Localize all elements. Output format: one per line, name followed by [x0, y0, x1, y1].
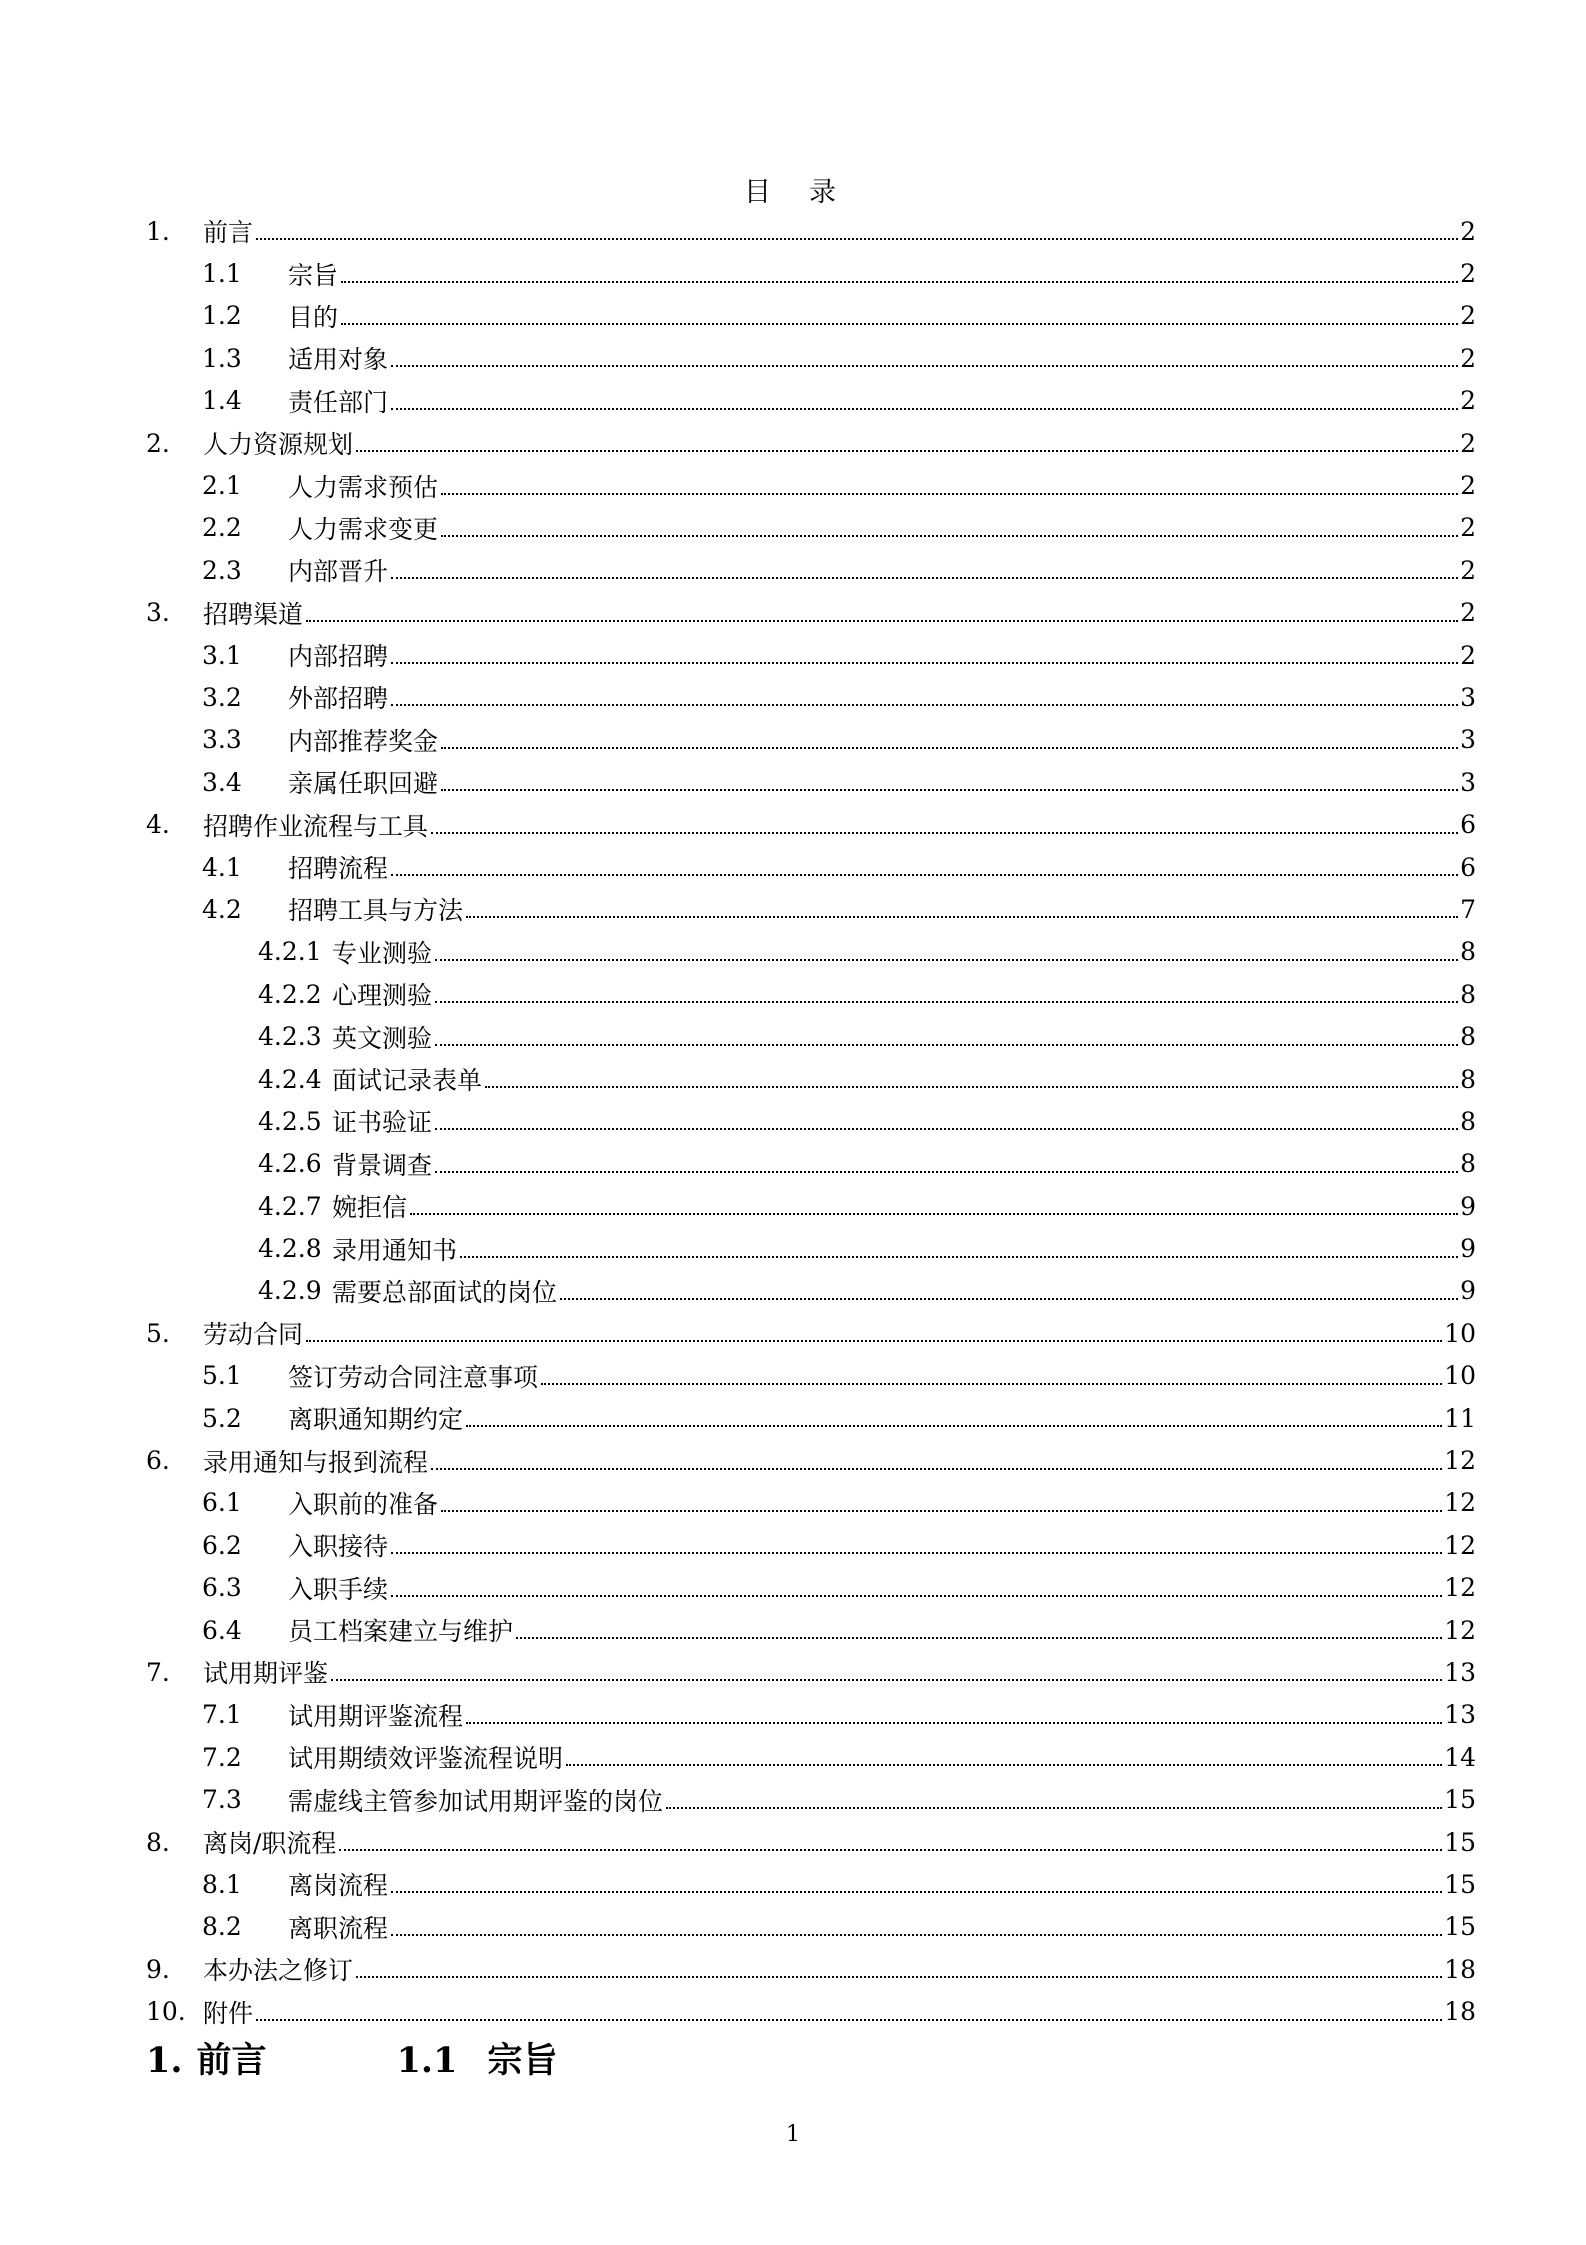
- toc-entry-page: 8: [1460, 1149, 1476, 1179]
- toc-entry-number: 8.2: [202, 1912, 242, 1942]
- toc-entry-page: 2: [1460, 640, 1476, 670]
- toc-entry[interactable]: [146, 380, 1476, 422]
- toc-entry-number: 3.4: [202, 767, 242, 797]
- toc-entry-label: 人力资源规划: [203, 430, 354, 460]
- toc-entry-label: 英文测验: [332, 1023, 433, 1053]
- toc-entry-page: 13: [1444, 1657, 1476, 1687]
- toc-entry-number: 4.2.9: [258, 1276, 322, 1306]
- toc-entry[interactable]: [146, 634, 1476, 676]
- toc-entry[interactable]: [146, 1524, 1476, 1566]
- toc-entry[interactable]: [146, 761, 1476, 803]
- toc-entry[interactable]: [146, 931, 1476, 973]
- toc-entry-number: 9.: [146, 1954, 170, 1984]
- toc-entry[interactable]: [146, 464, 1476, 506]
- toc-entry-label: 签订劳动合同注意事项: [288, 1362, 539, 1392]
- toc-entry-number: 2.1: [202, 471, 242, 501]
- toc-entry-number: 4.2.2: [258, 979, 322, 1009]
- toc-entry-label: 离岗/职流程: [203, 1829, 337, 1859]
- toc-entry-page: 2: [1460, 343, 1476, 373]
- toc-entry-page: 15: [1444, 1912, 1476, 1942]
- dot-leader: [391, 1595, 1442, 1597]
- toc-entry-page: 11: [1444, 1403, 1476, 1433]
- toc-entry-page: 2: [1460, 386, 1476, 416]
- section-heading: [146, 2033, 557, 2083]
- toc-entry-number: 3.3: [202, 725, 242, 755]
- toc-entry-number: 5.2: [202, 1403, 242, 1433]
- toc-entry-number: 2.: [146, 428, 170, 458]
- toc-entry-page: 14: [1444, 1742, 1476, 1772]
- toc-entry-page: 8: [1460, 1022, 1476, 1052]
- toc-entry-label: 本办法之修订: [203, 1956, 354, 1986]
- toc-entry[interactable]: [146, 1355, 1476, 1397]
- table-of-contents: [146, 210, 1476, 2033]
- dot-leader: [391, 662, 1458, 664]
- toc-entry[interactable]: [146, 803, 1476, 845]
- toc-entry-page: 8: [1460, 937, 1476, 967]
- toc-entry[interactable]: [146, 1058, 1476, 1100]
- toc-entry-number: 7.2: [202, 1742, 242, 1772]
- toc-entry[interactable]: [146, 422, 1476, 464]
- page-number: 1: [786, 2122, 800, 2147]
- toc-entry[interactable]: [146, 1100, 1476, 1142]
- toc-entry-label: 入职手续: [288, 1574, 389, 1604]
- toc-entry-page: 2: [1460, 555, 1476, 585]
- toc-entry-label: 目的: [288, 302, 339, 332]
- toc-entry-page: 2: [1460, 471, 1476, 501]
- toc-title: [0, 170, 1586, 209]
- toc-entry[interactable]: [146, 719, 1476, 761]
- toc-entry-page: 10: [1444, 1361, 1476, 1391]
- heading-2-label: 宗旨: [487, 2040, 558, 2081]
- toc-entry-page: 8: [1460, 979, 1476, 1009]
- dot-leader: [541, 1383, 1442, 1385]
- dot-leader: [339, 1849, 1442, 1851]
- dot-leader: [431, 1468, 1442, 1470]
- dot-leader: [485, 1086, 1458, 1088]
- toc-entry[interactable]: [146, 1778, 1476, 1820]
- toc-entry-number: 10.: [146, 1997, 186, 2027]
- toc-entry-number: 4.2: [202, 894, 242, 924]
- toc-entry[interactable]: [146, 1736, 1476, 1778]
- toc-entry[interactable]: [146, 846, 1476, 888]
- dot-leader: [341, 323, 1458, 325]
- dot-leader: [331, 1679, 1442, 1681]
- toc-entry-label: 责任部门: [288, 387, 389, 417]
- toc-entry-label: 离岗流程: [288, 1871, 389, 1901]
- dot-leader: [466, 1425, 1442, 1427]
- dot-leader: [256, 2019, 1442, 2021]
- dot-leader: [410, 1213, 1458, 1215]
- dot-leader: [460, 1256, 1458, 1258]
- toc-entry-number: 4.1: [202, 852, 242, 882]
- toc-entry[interactable]: [146, 295, 1476, 337]
- toc-entry-label: 离职通知期约定: [288, 1405, 464, 1435]
- dot-leader: [435, 1001, 1458, 1003]
- toc-entry-page: 12: [1444, 1488, 1476, 1518]
- toc-entry-label: 招聘作业流程与工具: [203, 811, 429, 841]
- toc-entry[interactable]: [146, 1694, 1476, 1736]
- toc-entry-page: 13: [1444, 1700, 1476, 1730]
- toc-entry[interactable]: [146, 1185, 1476, 1227]
- toc-entry-number: 3.1: [202, 640, 242, 670]
- heading-1-label: 前言: [196, 2040, 267, 2081]
- toc-entry-page: 9: [1460, 1234, 1476, 1264]
- dot-leader: [666, 1807, 1442, 1809]
- toc-entry-page: 2: [1460, 513, 1476, 543]
- toc-entry-page: 18: [1444, 1954, 1476, 1984]
- toc-title-char-1: 目: [744, 177, 777, 208]
- toc-entry-label: 离职流程: [288, 1913, 389, 1943]
- toc-entry-page: 10: [1444, 1318, 1476, 1348]
- toc-entry-label: 招聘流程: [288, 854, 389, 884]
- toc-title-char-2: 录: [809, 177, 842, 208]
- toc-entry[interactable]: [146, 549, 1476, 591]
- toc-entry-page: 12: [1444, 1530, 1476, 1560]
- toc-entry-number: 5.: [146, 1318, 170, 1348]
- toc-entry[interactable]: [146, 1821, 1476, 1863]
- dot-leader: [441, 1510, 1442, 1512]
- toc-entry[interactable]: [146, 1948, 1476, 1990]
- toc-entry[interactable]: [146, 973, 1476, 1015]
- toc-entry[interactable]: [146, 1312, 1476, 1354]
- toc-entry-number: 1.1: [202, 259, 242, 289]
- toc-entry-number: 3.2: [202, 682, 242, 712]
- dot-leader: [256, 238, 1458, 240]
- dot-leader: [441, 789, 1458, 791]
- toc-entry-label: 背景调查: [332, 1150, 433, 1180]
- heading-1-number: 1.: [146, 2040, 183, 2081]
- toc-entry-page: 2: [1460, 598, 1476, 628]
- toc-entry[interactable]: [146, 1015, 1476, 1057]
- toc-entry[interactable]: [146, 1990, 1476, 2032]
- dot-leader: [560, 1298, 1458, 1300]
- dot-leader: [441, 493, 1458, 495]
- toc-entry[interactable]: [146, 1270, 1476, 1312]
- toc-entry-page: 12: [1444, 1573, 1476, 1603]
- toc-entry-label: 入职接待: [288, 1532, 389, 1562]
- toc-entry-label: 宗旨: [288, 260, 339, 290]
- dot-leader: [466, 916, 1458, 918]
- toc-entry-label: 人力需求变更: [288, 514, 439, 544]
- toc-entry[interactable]: [146, 1227, 1476, 1269]
- dot-leader: [391, 365, 1458, 367]
- dot-leader: [466, 1722, 1442, 1724]
- toc-entry-label: 试用期评鉴: [203, 1659, 329, 1689]
- toc-entry-label: 外部招聘: [288, 684, 389, 714]
- dot-leader: [391, 408, 1458, 410]
- toc-entry[interactable]: [146, 1609, 1476, 1651]
- toc-entry[interactable]: [146, 592, 1476, 634]
- dot-leader: [391, 1891, 1442, 1893]
- toc-entry-number: 4.2.6: [258, 1149, 322, 1179]
- toc-entry-number: 4.2.4: [258, 1064, 322, 1094]
- toc-entry[interactable]: [146, 1651, 1476, 1693]
- toc-entry-page: 18: [1444, 1997, 1476, 2027]
- toc-entry-label: 适用对象: [288, 345, 389, 375]
- toc-entry-number: 4.2.7: [258, 1191, 322, 1221]
- toc-entry-number: 7.1: [202, 1700, 242, 1730]
- toc-entry-label: 录用通知与报到流程: [203, 1447, 429, 1477]
- toc-entry-number: 7.3: [202, 1785, 242, 1815]
- toc-entry-page: 15: [1444, 1785, 1476, 1815]
- toc-entry[interactable]: [146, 1482, 1476, 1524]
- dot-leader: [391, 874, 1458, 876]
- toc-entry[interactable]: [146, 888, 1476, 930]
- toc-entry-page: 2: [1460, 428, 1476, 458]
- toc-entry-number: 4.2.5: [258, 1106, 322, 1136]
- toc-entry-page: 8: [1460, 1106, 1476, 1136]
- toc-entry-label: 员工档案建立与维护: [288, 1617, 514, 1647]
- toc-entry-page: 15: [1444, 1827, 1476, 1857]
- toc-entry-number: 8.: [146, 1827, 170, 1857]
- toc-entry-label: 内部晋升: [288, 557, 389, 587]
- dot-leader: [391, 704, 1458, 706]
- toc-entry-label: 招聘渠道: [203, 599, 304, 629]
- toc-entry-label: 试用期绩效评鉴流程说明: [288, 1744, 564, 1774]
- toc-entry-page: 12: [1444, 1446, 1476, 1476]
- toc-entry-number: 8.1: [202, 1869, 242, 1899]
- dot-leader: [356, 1976, 1442, 1978]
- toc-entry-number: 6.4: [202, 1615, 242, 1645]
- toc-entry-page: 2: [1460, 301, 1476, 331]
- dot-leader: [441, 747, 1458, 749]
- toc-entry-page: 9: [1460, 1276, 1476, 1306]
- dot-leader: [435, 1044, 1458, 1046]
- toc-entry-label: 亲属任职回避: [288, 769, 439, 799]
- dot-leader: [566, 1764, 1442, 1766]
- toc-entry[interactable]: [146, 1567, 1476, 1609]
- dot-leader: [435, 959, 1458, 961]
- toc-entry-page: 3: [1460, 767, 1476, 797]
- toc-entry-label: 前言: [203, 218, 254, 248]
- toc-entry-page: 12: [1444, 1615, 1476, 1645]
- toc-entry-page: 3: [1460, 682, 1476, 712]
- toc-entry[interactable]: [146, 1397, 1476, 1439]
- toc-entry-label: 心理测验: [332, 981, 433, 1011]
- toc-entry-label: 内部推荐奖金: [288, 726, 439, 756]
- toc-entry-label: 劳动合同: [203, 1320, 304, 1350]
- toc-entry-page: 7: [1460, 894, 1476, 924]
- dot-leader: [306, 1340, 1442, 1342]
- dot-leader: [306, 620, 1458, 622]
- toc-entry-page: 2: [1460, 216, 1476, 246]
- dot-leader: [391, 1552, 1442, 1554]
- toc-entry-number: 2.3: [202, 555, 242, 585]
- toc-entry[interactable]: [146, 1439, 1476, 1481]
- toc-entry-label: 专业测验: [332, 938, 433, 968]
- toc-entry-label: 招聘工具与方法: [288, 896, 464, 926]
- toc-entry-number: 6.: [146, 1446, 170, 1476]
- toc-entry-number: 6.1: [202, 1488, 242, 1518]
- toc-entry-number: 1.: [146, 216, 170, 246]
- toc-entry[interactable]: [146, 676, 1476, 718]
- heading-2-number: 1.1: [396, 2040, 458, 2081]
- toc-entry[interactable]: [146, 252, 1476, 294]
- toc-entry-number: 4.2.1: [258, 937, 322, 967]
- toc-entry-label: 人力需求预估: [288, 472, 439, 502]
- dot-leader: [516, 1637, 1442, 1639]
- toc-entry-number: 7.: [146, 1657, 170, 1687]
- toc-entry-number: 4.2.3: [258, 1022, 322, 1052]
- toc-entry[interactable]: [146, 210, 1476, 252]
- toc-entry-number: 6.2: [202, 1530, 242, 1560]
- toc-entry-page: 6: [1460, 810, 1476, 840]
- toc-entry-number: 4.2.8: [258, 1234, 322, 1264]
- dot-leader: [341, 281, 1458, 283]
- toc-entry-page: 6: [1460, 852, 1476, 882]
- toc-entry-page: 9: [1460, 1191, 1476, 1221]
- toc-entry-page: 2: [1460, 259, 1476, 289]
- dot-leader: [391, 1934, 1442, 1936]
- toc-entry-label: 需虚线主管参加试用期评鉴的岗位: [288, 1786, 664, 1816]
- toc-entry-page: 15: [1444, 1869, 1476, 1899]
- toc-entry-number: 6.3: [202, 1573, 242, 1603]
- toc-entry-label: 试用期评鉴流程: [288, 1701, 464, 1731]
- toc-entry-label: 婉拒信: [332, 1193, 408, 1223]
- toc-entry-label: 录用通知书: [332, 1235, 458, 1265]
- toc-entry-label: 入职前的准备: [288, 1489, 439, 1519]
- toc-entry-number: 1.2: [202, 301, 242, 331]
- toc-entry-number: 1.3: [202, 343, 242, 373]
- toc-entry-number: 5.1: [202, 1361, 242, 1391]
- toc-entry-label: 证书验证: [332, 1108, 433, 1138]
- toc-entry[interactable]: [146, 507, 1476, 549]
- toc-entry-label: 内部招聘: [288, 642, 389, 672]
- toc-entry-label: 需要总部面试的岗位: [332, 1277, 558, 1307]
- toc-entry-number: 3.: [146, 598, 170, 628]
- toc-entry-label: 附件: [203, 1998, 254, 2028]
- toc-entry-page: 8: [1460, 1064, 1476, 1094]
- toc-entry-page: 3: [1460, 725, 1476, 755]
- toc-entry-number: 1.4: [202, 386, 242, 416]
- dot-leader: [435, 1128, 1458, 1130]
- toc-entry[interactable]: [146, 1863, 1476, 1905]
- dot-leader: [356, 450, 1458, 452]
- dot-leader: [391, 577, 1458, 579]
- dot-leader: [435, 1171, 1458, 1173]
- dot-leader: [441, 535, 1458, 537]
- toc-entry[interactable]: [146, 337, 1476, 379]
- toc-entry-label: 面试记录表单: [332, 1066, 483, 1095]
- dot-leader: [431, 832, 1458, 834]
- toc-entry[interactable]: [146, 1143, 1476, 1185]
- toc-entry-number: 4.: [146, 810, 170, 840]
- toc-entry[interactable]: [146, 1906, 1476, 1948]
- toc-entry-number: 2.2: [202, 513, 242, 543]
